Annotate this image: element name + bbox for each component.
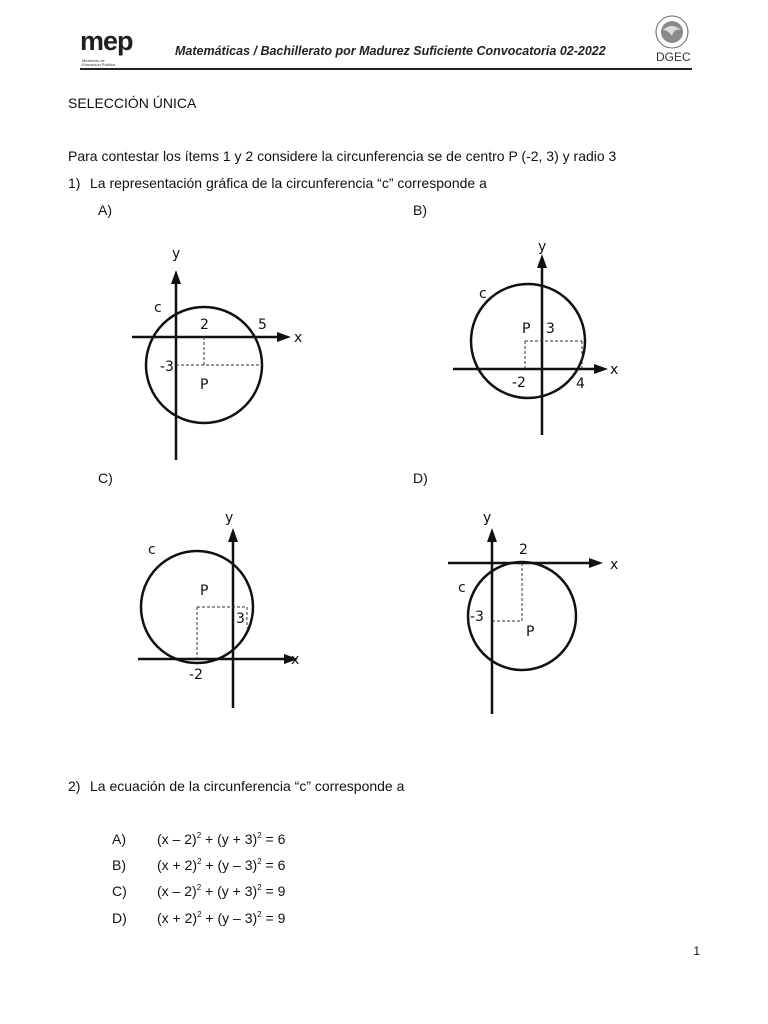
q2-number: 2): [68, 778, 81, 794]
y-axis-arrow-icon: [228, 528, 238, 542]
y-label: y: [483, 510, 492, 526]
x-label: x: [610, 362, 619, 378]
x-label: x: [294, 330, 303, 346]
intro-text: Para contestar los ítems 1 y 2 considere la circunferencia se de centro P (-2, 3) y radio 3: [68, 148, 617, 164]
y-label: y: [538, 239, 547, 255]
dgec-seal-icon: [654, 14, 690, 50]
tick-label: -2: [189, 667, 203, 683]
circle-label: c: [154, 300, 162, 316]
q2-option-c-equation: $(x - 2)^2 + (y + 3)^2 = 9$: [157, 883, 286, 899]
tick-label: 3: [546, 321, 555, 337]
center-label: P: [200, 583, 209, 599]
logo-text: mep: [80, 26, 133, 56]
section-title: SELECCIÓN ÚNICA: [68, 95, 197, 111]
center-label: P: [526, 624, 535, 640]
tick-label: 5: [258, 317, 267, 333]
q1-option-c-letter: C): [98, 470, 113, 486]
tick-label: 4: [576, 376, 585, 392]
q1-option-b-letter: B): [413, 202, 427, 218]
center-label: P: [200, 377, 209, 393]
q1-number: 1): [68, 175, 81, 191]
y-label: y: [225, 510, 234, 526]
header-title: Matemáticas / Bachillerato por Madurez Suficiente Convocatoria 02-2022: [175, 44, 606, 58]
q2-option-b-letter: B): [112, 857, 126, 873]
x-axis-arrow-icon: [589, 558, 603, 568]
q1-text: La representación gráfica de la circunferencia “c” corresponde a: [90, 175, 487, 191]
y-axis-arrow-icon: [171, 270, 181, 284]
tick-label: 3: [236, 611, 245, 627]
tick-label: -3: [160, 359, 174, 375]
q2-option-a-equation: $(x - 2)^2 + (y + 3)^2 = 6$: [157, 831, 286, 847]
q2-option-b-equation: $(x + 2)^2 + (y - 3)^2 = 6$: [157, 857, 286, 873]
graph-option-a: [128, 232, 318, 467]
graph-option-c: [130, 500, 320, 715]
q2-option-c-letter: C): [112, 883, 127, 899]
circle-label: c: [458, 580, 466, 596]
q1-option-a-letter: A): [98, 202, 112, 218]
mep-logo: [80, 26, 140, 70]
x-axis-arrow-icon: [594, 364, 608, 374]
q2-option-d-equation: $(x + 2)^2 + (y - 3)^2 = 9$: [157, 910, 286, 926]
circle-label: c: [479, 286, 487, 302]
page-number: 1: [693, 944, 700, 958]
q2-option-a-letter: A): [112, 831, 126, 847]
header-rule: [80, 68, 692, 70]
x-label: x: [291, 652, 300, 668]
graph-option-b: [445, 232, 635, 442]
center-label: P: [522, 321, 531, 337]
logo-subtext: Ministerio de Educación Pública: [82, 58, 115, 67]
q2-text: La ecuación de la circunferencia “c” corresponde a: [90, 778, 405, 794]
graph-option-d: [442, 500, 632, 720]
y-axis-arrow-icon: [537, 254, 547, 268]
y-axis-arrow-icon: [487, 528, 497, 542]
y-label: y: [172, 246, 181, 262]
x-axis-arrow-icon: [277, 332, 291, 342]
x-label: x: [610, 557, 619, 573]
circle-label: c: [148, 542, 156, 558]
tick-label: 2: [519, 542, 528, 558]
tick-label: -2: [512, 375, 526, 391]
tick-label: -3: [470, 609, 484, 625]
seal-label: DGEC: [656, 50, 691, 64]
q1-option-d-letter: D): [413, 470, 428, 486]
tick-label: 2: [200, 317, 209, 333]
q2-option-d-letter: D): [112, 910, 127, 926]
